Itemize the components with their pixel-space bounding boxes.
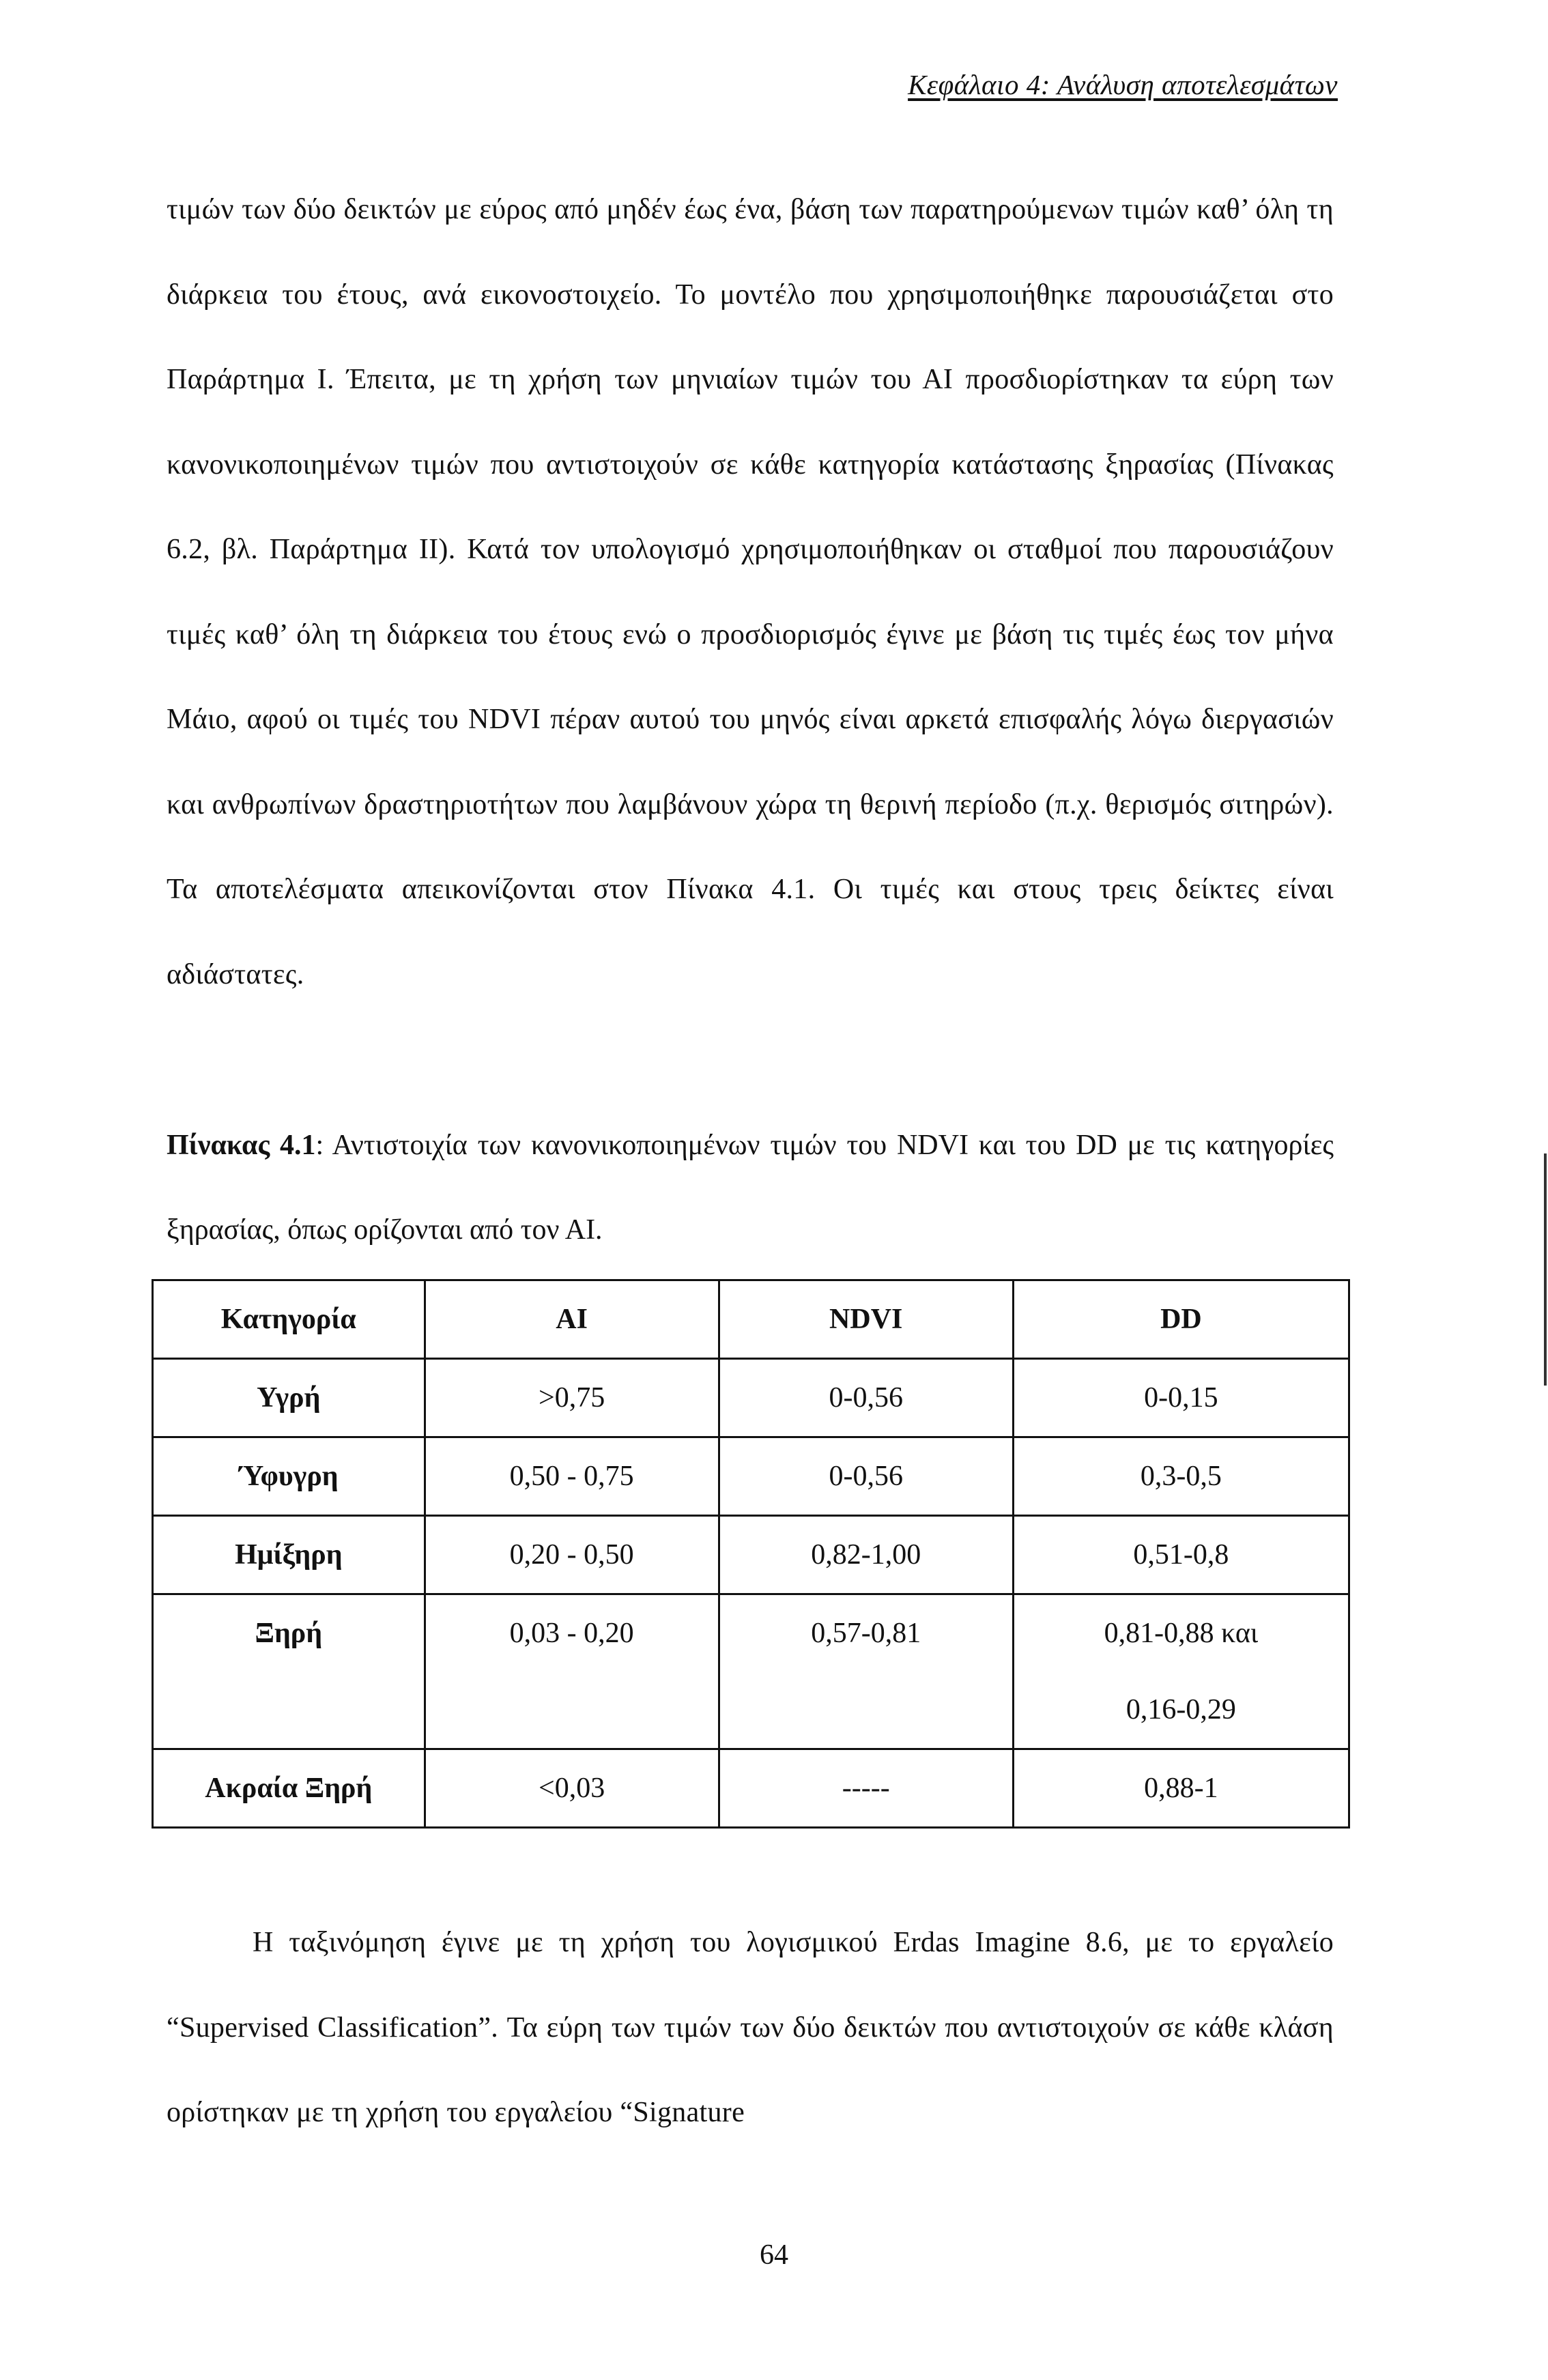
cell-dd: 0,88-1 — [1013, 1749, 1349, 1828]
cell-ndvi: 0-0,56 — [719, 1437, 1013, 1516]
cell-ndvi: 0,57-0,81 — [719, 1594, 1013, 1749]
cell-category: Ύφυγρη — [153, 1437, 425, 1516]
body-paragraph-1: τιμών των δύο δεικτών με εύρος από μηδέν έως ένα, βάση των παρατηρούμενων τιμών καθ’ όλη τη διάρκεια του έτους, ανά εικονοστοιχείο. Το μοντέλο που χρησιμοποιήθηκε παρουσιάζεται στο Παράρτημα Ι. Έπειτα, με τη χρήση των μηνιαίων τιμών του ΑΙ προσδιορίστηκαν τα εύρη των κανονικοποιημένων τιμών που αντιστοιχούν σε κάθε κατηγορία κατάστασης ξηρασίας (Πίνακας 6.2, βλ. Παράρτημα ΙΙ). Κατά τον υπολογισμό χρησιμοποιήθηκαν οι σταθμοί που παρουσιάζουν τιμές καθ’ όλη τη διάρκεια του έτους ενώ ο προσδιορισμός έγινε με βάση τις τιμές έως τον μήνα Μάιο, αφού οι τιμές του NDVI πέραν αυτού του μηνός είναι αρκετά επισφαλής λόγω διεργασιών και ανθρωπίνων δραστηριοτήτων που λαμβάνουν χώρα τη θερινή περίοδο (π.χ. θερισμός σιτηρών). Τα αποτελέσματα απεικονίζονται στον Πίνακα 4.1. Οι τιμές και στους τρεις δείκτες είναι αδιάστατες. — [167, 194, 1334, 990]
chapter-header: Κεφάλαιο 4: Ανάλυση αποτελεσμάτων — [908, 69, 1338, 100]
cell-ai: >0,75 — [425, 1359, 719, 1437]
cell-ai: 0,20 - 0,50 — [425, 1516, 719, 1594]
cell-dd-line1: 0,81-0,88 και — [1104, 1618, 1259, 1649]
table-header-row — [153, 1280, 1349, 1359]
table-row — [153, 1359, 1349, 1437]
cell-ai: 0,50 - 0,75 — [425, 1437, 719, 1516]
cell-category: Ακραία Ξηρή — [153, 1749, 425, 1828]
header-ai: ΑΙ — [425, 1280, 719, 1359]
table-row — [153, 1749, 1349, 1828]
cell-ai: 0,03 - 0,20 — [425, 1594, 719, 1749]
body-paragraph-2: Η ταξινόμηση έγινε με τη χρήση του λογισμικού Erdas Imagine 8.6, με το εργαλείο “Supervised Classification”. Τα εύρη των τιμών των δύο δεικτών που αντιστοιχούν σε κάθε κλάση ορίστηκαν με τη χρήση του εργαλείου “Signature — [167, 1927, 1334, 2128]
header-category: Κατηγορία — [153, 1280, 425, 1359]
header-ndvi: NDVI — [719, 1280, 1013, 1359]
cell-ndvi: ----- — [719, 1749, 1013, 1828]
table-row — [153, 1437, 1349, 1516]
cell-category: Υγρή — [153, 1359, 425, 1437]
table-caption — [167, 1103, 1334, 1272]
cell-dd: 0,3-0,5 — [1013, 1437, 1349, 1516]
cell-ndvi: 0,82-1,00 — [719, 1516, 1013, 1594]
cell-dd-line2: 0,16-0,29 — [1126, 1694, 1236, 1725]
table-row — [153, 1594, 1349, 1749]
cell-ai: <0,03 — [425, 1749, 719, 1828]
scan-edge-mark — [1544, 1153, 1547, 1386]
page-number: 64 — [760, 2239, 788, 2271]
cell-category: Ημίξηρη — [153, 1516, 425, 1594]
header-dd: DD — [1013, 1280, 1349, 1359]
cell-category: Ξηρή — [153, 1594, 425, 1749]
cell-dd — [1013, 1594, 1349, 1749]
drought-categories-table — [152, 1279, 1350, 1829]
cell-dd: 0,51-0,8 — [1013, 1516, 1349, 1594]
cell-dd: 0-0,15 — [1013, 1359, 1349, 1437]
table-caption-text: : Αντιστοιχία των κανονικοποιημένων τιμών του NDVI και του DD με τις κατηγορίες ξηρασίας, όπως ορίζονται από τον ΑΙ. — [167, 1130, 1334, 1246]
table-row — [153, 1516, 1349, 1594]
table-caption-label: Πίνακας 4.1 — [167, 1130, 316, 1161]
cell-ndvi: 0-0,56 — [719, 1359, 1013, 1437]
